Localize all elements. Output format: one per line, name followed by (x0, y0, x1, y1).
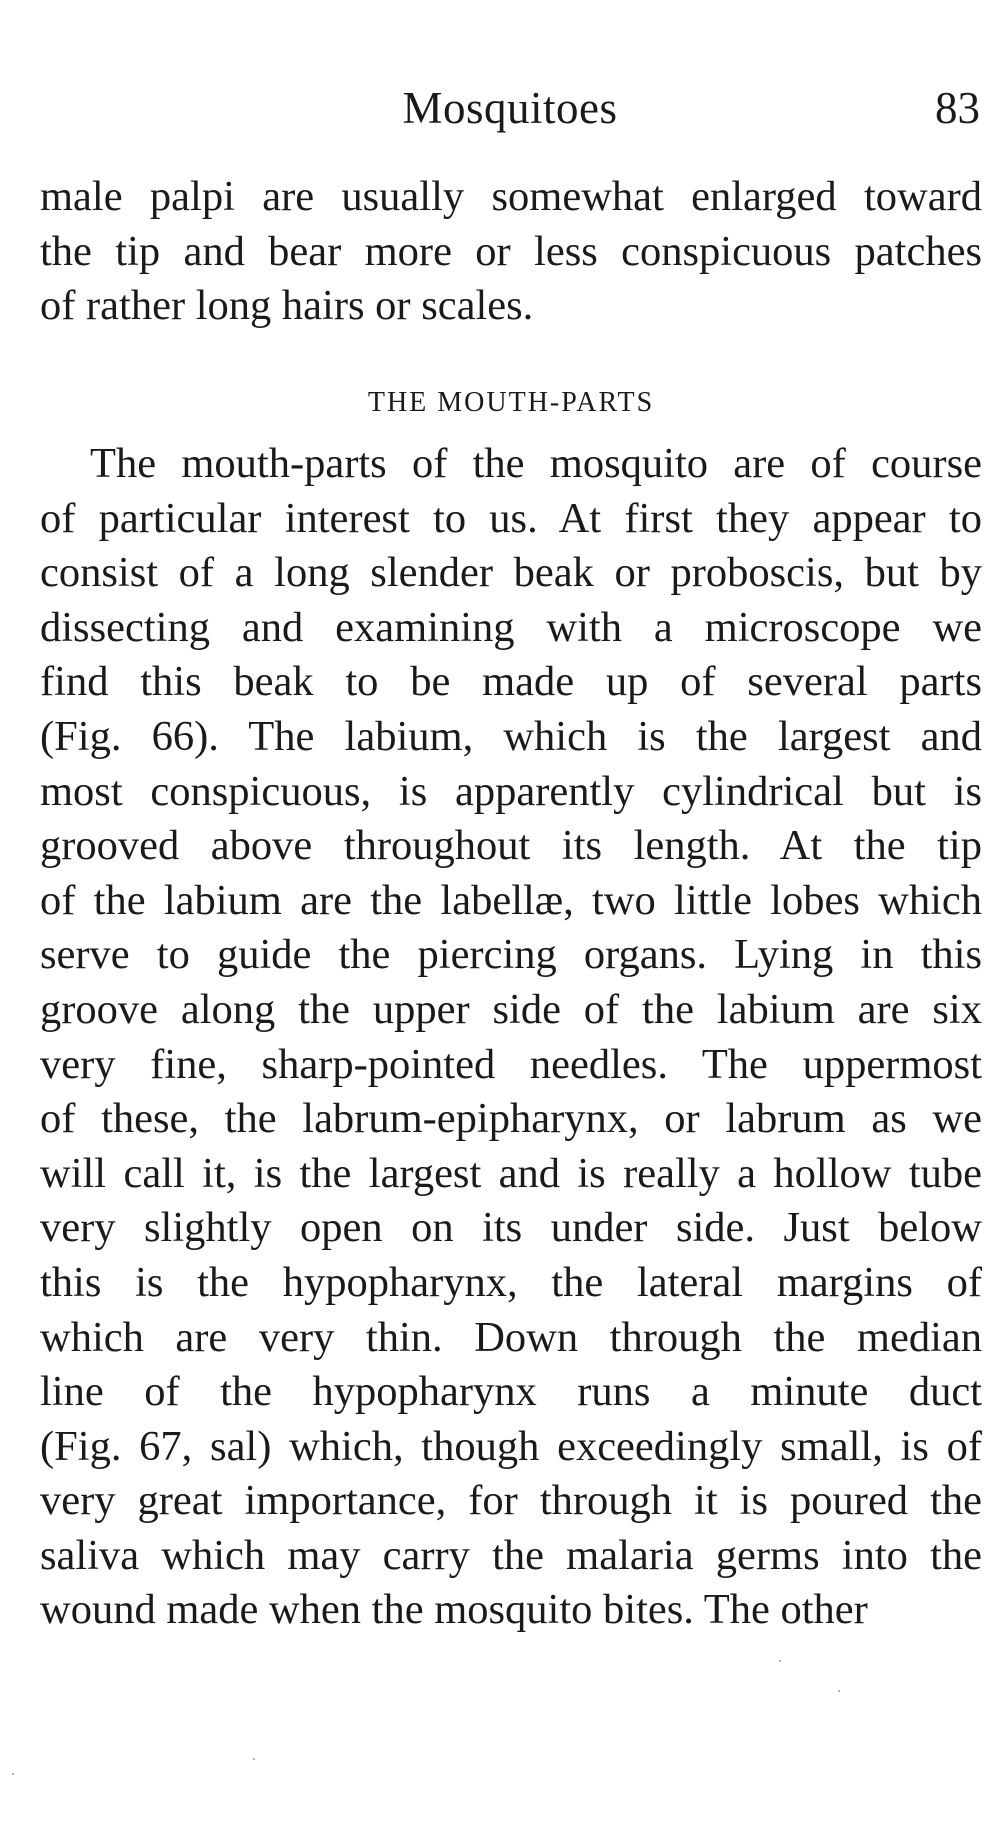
paper-speck (838, 1690, 840, 1692)
running-title: Mosquitoes (402, 83, 618, 133)
paper-speck (253, 1758, 255, 1760)
running-head (40, 78, 980, 138)
text-line: find this beak to be made up of several parts (40, 658, 982, 706)
text-line: very fine, sharp-pointed needles. The uppermost (40, 1040, 982, 1088)
text-line: (Fig. 67, sal) which, though exceedingly small, is of (40, 1422, 982, 1470)
text-line: very slightly open on its under side. Just below (40, 1204, 982, 1252)
text-line: wound made when the mosquito bites. The other (40, 1586, 868, 1634)
text-line: of the labium are the labellæ, two little lobes which (40, 876, 982, 924)
text-line: will call it, is the largest and is really a hollow tube (40, 1149, 982, 1197)
text-line: dissecting and examining with a microscope we (40, 603, 982, 651)
text-line: of these, the labrum-epipharynx, or labrum as we (40, 1095, 982, 1143)
text-line: of particular interest to us. At first they appear to (40, 494, 982, 542)
page-number: 83 (935, 83, 980, 133)
paper-speck (779, 1660, 781, 1662)
text-line: of rather long hairs or scales. (40, 282, 534, 330)
body-paragraph (40, 437, 982, 1638)
paper-speck (12, 1773, 14, 1775)
text-line: serve to guide the piercing organs. Lying in this (40, 931, 982, 979)
text-line: groove along the upper side of the labium are six (40, 985, 982, 1033)
text-line: grooved above throughout its length. At the tip (40, 822, 982, 870)
text-line: this is the hypopharynx, the lateral margins of (40, 1258, 982, 1306)
opening-paragraph (40, 170, 982, 334)
text-line: (Fig. 66). The labium, which is the largest and (40, 712, 982, 760)
text-line: consist of a long slender beak or proboscis, but by (40, 549, 982, 597)
text-line: line of the hypopharynx runs a minute duct (40, 1368, 982, 1416)
text-line: the tip and bear more or less conspicuous patches (40, 227, 982, 275)
text-line: which are very thin. Down through the median (40, 1313, 982, 1361)
text-line: very great importance, for through it is poured the (40, 1477, 982, 1525)
text-line: male palpi are usually somewhat enlarged toward (40, 173, 982, 220)
text-line: The mouth-parts of the mosquito are of course (90, 440, 982, 487)
section-heading: THE MOUTH-PARTS (367, 387, 655, 418)
text-line: saliva which may carry the malaria germs into the (40, 1531, 982, 1579)
text-line: most conspicuous, is apparently cylindrical but is (40, 767, 982, 815)
